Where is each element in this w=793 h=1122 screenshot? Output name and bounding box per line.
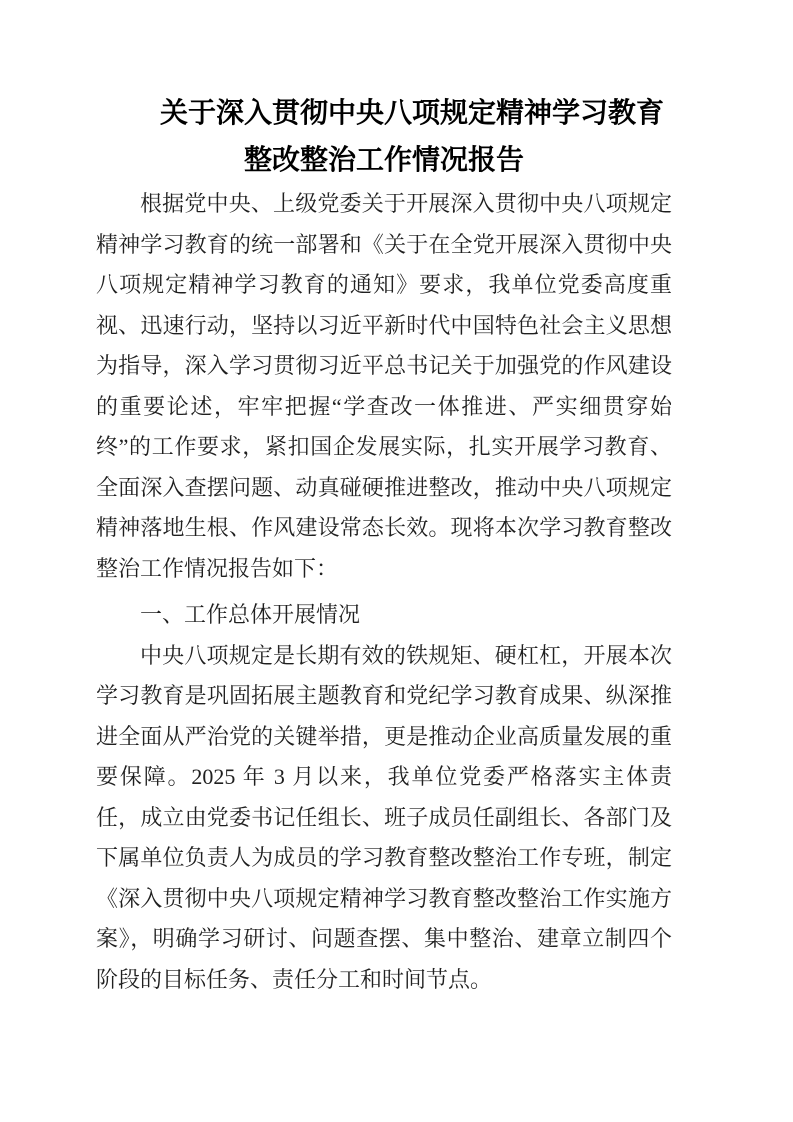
section-1-heading: 一、工作总体开展情况 — [140, 602, 361, 627]
document-title-line-2: 整改整治工作情况报告 — [243, 145, 524, 176]
section-1-paragraph: 中央八项规定是长期有效的铁规矩、硬杠杠，开展本次学习教育是巩固拓展主题教育和党纪学习教育成果、纵深推进全面从严治党的关键举措，更是推动企业高质量发展的重要保障。2025 年 3 月以来，我单位党委严格落实主体责任，成立由党委书记任组长、班子成员任副组长、各部门及下属单位负责人为成员的学习教育整改整治工作专班，制定《深入贯彻中央八项规定精神学习教育整改整治工作实施方案》，明确学习研讨、问题查摆、集中整治、建章立制四个阶段的目标任务、责任分工和时间节点。 — [96, 642, 672, 992]
document-title — [96, 90, 672, 184]
document-title-line-1: 关于深入贯彻中央八项规定精神学习教育 — [159, 98, 664, 129]
document-body — [96, 184, 672, 1000]
opening-paragraph: 根据党中央、上级党委关于开展深入贯彻中央八项规定精神学习教育的统一部署和《关于在全党开展深入贯彻中央八项规定精神学习教育的通知》要求，我单位党委高度重视、迅速行动，坚持以习近平新时代中国特色社会主义思想为指导，深入学习贯彻习近平总书记关于加强党的作风建设的重要论述，牢牢把握“学查改一体推进、严实细贯穿始终”的工作要求，紧扣国企发展实际，扎实开展学习教育、全面深入查摆问题、动真碰硬推进整改，推动中央八项规定精神落地生根、作风建设常态长效。现将本次学习教育整改整治工作情况报告如下： — [96, 191, 672, 581]
